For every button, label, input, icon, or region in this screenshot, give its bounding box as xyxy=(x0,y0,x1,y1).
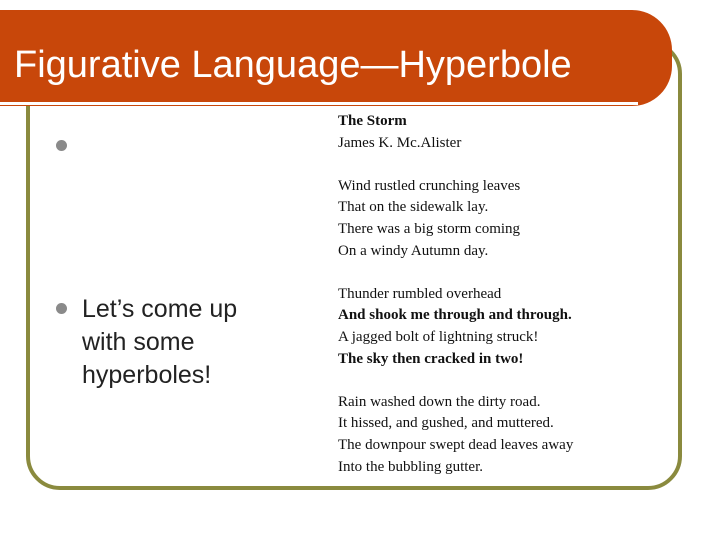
title-underline xyxy=(0,102,638,105)
bullet-icon xyxy=(56,303,67,314)
poem-line-bold: And shook me through and through. xyxy=(338,307,572,324)
poem-line: It hissed, and gushed, and muttered. xyxy=(338,415,554,432)
stanza-gap xyxy=(338,262,678,284)
poem-line: Into the bubbling gutter. xyxy=(338,458,483,475)
stanza-gap xyxy=(338,154,678,176)
poem-line: On a windy Autumn day. xyxy=(338,242,489,259)
poem-line-bold: The sky then cracked in two! xyxy=(338,350,524,367)
title-bar xyxy=(0,10,672,106)
poem-line: The downpour swept dead leaves away xyxy=(338,436,574,453)
poem-line: Rain washed down the dirty road. xyxy=(338,393,541,410)
poem xyxy=(338,111,678,478)
stanza-gap xyxy=(338,370,678,392)
poem-line: That on the sidewalk lay. xyxy=(338,199,489,216)
bullet-text: Let’s come up with some hyperboles! xyxy=(82,295,238,389)
poem-line: Thunder rumbled overhead xyxy=(338,285,502,302)
bullet-icon xyxy=(56,140,67,151)
poem-title: The Storm xyxy=(338,113,407,129)
poem-author: James K. Mc.Alister xyxy=(338,134,462,151)
slide-title: Figurative Language—Hyperbole xyxy=(14,44,572,86)
poem-line: There was a big storm coming xyxy=(338,220,521,237)
poem-line: A jagged bolt of lightning struck! xyxy=(338,328,539,345)
poem-line: Wind rustled crunching leaves xyxy=(338,177,521,194)
